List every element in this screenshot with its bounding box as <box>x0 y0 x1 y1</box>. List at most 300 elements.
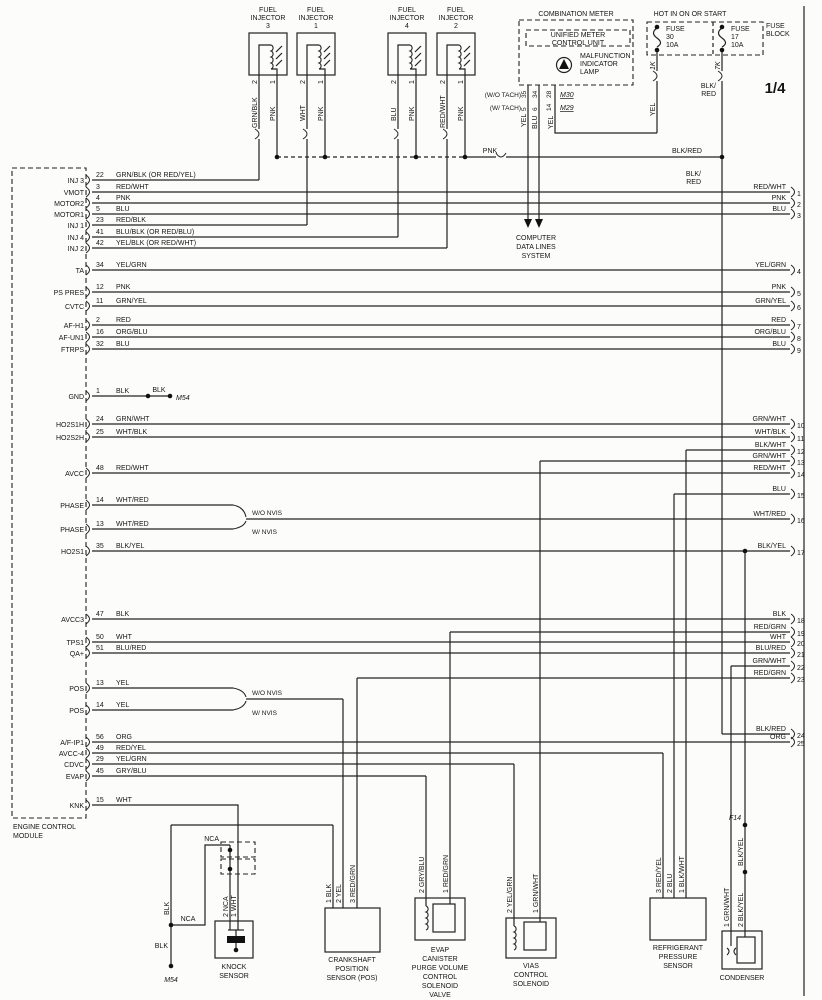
text-label: 50 <box>96 634 104 641</box>
dashed-box <box>12 168 86 818</box>
component-box <box>650 898 706 940</box>
component-box <box>524 922 546 950</box>
text-label: BLU <box>772 341 786 348</box>
junction-dot <box>169 923 174 928</box>
text-label: AF-UN1 <box>58 335 84 342</box>
symbol-path <box>727 948 729 955</box>
text-label: NCA <box>180 916 196 923</box>
text-label: INJECTOR <box>298 15 334 22</box>
text-label: 22 <box>797 665 805 672</box>
text-label: GRN/WHT <box>752 416 786 423</box>
text-label: BLK <box>154 943 168 950</box>
text-label: 14 <box>546 103 553 111</box>
text-label: SENSOR <box>219 973 249 980</box>
junction-dot <box>463 155 468 160</box>
pin-stub-icon <box>791 648 795 658</box>
coil-icon <box>426 906 428 930</box>
symbol-path <box>233 688 246 697</box>
text-label: 2 YEL <box>336 884 343 903</box>
wire <box>464 53 470 59</box>
pin-stub-icon <box>791 287 795 297</box>
text-label: 28 <box>546 90 553 98</box>
coil-icon <box>410 45 412 69</box>
text-label: RED/WHT <box>753 184 786 191</box>
fuse-icon <box>654 28 661 47</box>
junction-dot <box>743 823 748 828</box>
text-label: POS <box>69 708 84 715</box>
text-label: MODULE <box>13 833 43 840</box>
text-label: WHT <box>770 634 786 641</box>
wire <box>271 69 277 75</box>
text-label: FUSE <box>766 23 785 30</box>
wire <box>464 46 470 52</box>
text-label: M54 <box>164 977 178 984</box>
text-label: BLK/ <box>685 171 701 178</box>
text-label: 13 <box>96 680 104 687</box>
text-label: PNK <box>318 106 325 121</box>
text-label: 41 <box>96 229 104 236</box>
text-label: 2 <box>454 23 458 30</box>
text-label: UNIFIED METER <box>550 32 606 39</box>
text-label: INJ 3 <box>67 178 84 185</box>
text-label: 51 <box>96 645 104 652</box>
text-label: BLK <box>164 901 171 915</box>
text-label: 32 <box>96 341 104 348</box>
text-label: 2 YEL/GRN <box>507 876 514 913</box>
wire <box>447 45 459 75</box>
text-label: GRN/BLK <box>252 97 259 128</box>
text-label: 30 <box>666 34 674 41</box>
text-label: KNOCK <box>221 964 247 971</box>
wire <box>464 60 470 66</box>
coil-icon <box>459 45 461 69</box>
junction-dot <box>720 48 725 53</box>
text-label: PHASE <box>60 503 84 510</box>
knock-element <box>227 936 245 943</box>
text-label: CDVC <box>64 762 84 769</box>
text-label: YEL/GRN <box>116 756 147 763</box>
text-label: 1 GRN/WHT <box>724 887 731 927</box>
text-label: 22 <box>96 172 104 179</box>
text-label: ORG/BLU <box>116 329 148 336</box>
wire <box>319 69 325 75</box>
junction-dot <box>655 25 660 30</box>
text-label: DATA LINES <box>516 244 556 251</box>
symbol-path <box>233 521 246 529</box>
triangle-icon <box>559 59 569 69</box>
text-label: YEL <box>116 680 130 687</box>
text-label: CONTROL <box>513 972 549 979</box>
text-label: 24 <box>96 416 104 423</box>
text-label: 23 <box>96 217 104 224</box>
pin-stub-icon <box>791 265 795 275</box>
text-label: 12 <box>797 449 805 456</box>
text-label: 1 <box>96 388 100 395</box>
text-label: 13 <box>797 460 805 467</box>
text-label: W/O NVIS <box>252 510 282 517</box>
text-label: 2 <box>797 202 801 209</box>
text-label: BLU <box>532 115 539 129</box>
pin-stub-icon <box>791 627 795 637</box>
text-label: 10A <box>666 42 679 49</box>
text-label: VIAS <box>523 963 539 970</box>
text-label: 35 <box>521 90 528 98</box>
text-label: RED <box>771 317 786 324</box>
text-label: 6 <box>797 305 801 312</box>
text-label: HOT IN ON OR START <box>653 11 727 18</box>
text-label: 1 WHT <box>231 895 238 917</box>
text-label: KNK <box>69 803 84 810</box>
wire <box>324 46 330 52</box>
text-label: 29 <box>96 756 104 763</box>
junction-dot <box>146 394 151 399</box>
text-label: CANISTER <box>422 956 458 963</box>
text-label: 25 <box>96 429 104 436</box>
pin-stub-icon <box>791 445 795 455</box>
text-label: 1 BLK/WHT <box>679 856 686 893</box>
text-label: BLK/YEL <box>116 543 145 550</box>
text-label: 34 <box>96 262 104 269</box>
text-label: 14 <box>96 497 104 504</box>
text-label: FUSE <box>731 26 750 33</box>
junction-dot <box>168 394 173 399</box>
text-label: 14 <box>797 472 805 479</box>
pin-stub-icon <box>791 489 795 499</box>
text-label: 2 BLU <box>667 873 674 893</box>
pin-stub-icon <box>791 187 795 197</box>
text-label: RED/GRN <box>753 670 786 677</box>
text-label: SOLENOID <box>421 983 459 990</box>
pin-stub-icon <box>791 546 795 556</box>
text-label: POSITION <box>335 966 369 973</box>
junction-dot <box>414 155 419 160</box>
text-label: 1 <box>314 23 318 30</box>
text-label: GRN/YEL <box>755 298 786 305</box>
text-label: BLU <box>116 206 130 213</box>
text-label: 7K <box>715 61 722 70</box>
text-label: 34 <box>532 90 539 98</box>
text-label: 42 <box>96 240 104 247</box>
text-label: 2 <box>96 317 100 324</box>
text-label: 7 <box>797 324 801 331</box>
text-label: RED/WHT <box>440 95 447 128</box>
text-label: HO2S2H <box>55 435 84 442</box>
text-label: GRN/WHT <box>752 453 786 460</box>
text-label: GRN/BLK (OR RED/YEL) <box>116 172 196 179</box>
text-label: 47 <box>96 611 104 618</box>
text-label: RED/WHT <box>116 465 149 472</box>
text-label: BLK <box>116 388 130 395</box>
text-label: PNK <box>116 284 131 291</box>
text-label: MOTOR2 <box>54 201 84 208</box>
text-label: 16 <box>96 329 104 336</box>
text-label: YEL <box>548 115 555 129</box>
fuse-icon <box>719 28 726 47</box>
text-label: PS PRES <box>53 290 84 297</box>
text-label: YEL <box>521 113 528 127</box>
text-label: BLU/RED <box>116 645 147 652</box>
wire <box>415 60 421 66</box>
text-label: A/F-IP1 <box>60 740 84 747</box>
text-label: FUEL <box>398 7 416 14</box>
text-label: BLK <box>116 611 130 618</box>
wire <box>410 69 416 75</box>
text-label: 10A <box>731 42 744 49</box>
junction-dot <box>234 948 239 953</box>
text-label: 23 <box>797 677 805 684</box>
coil-icon <box>271 45 273 69</box>
text-label: F14 <box>728 815 741 822</box>
text-label: 11 <box>797 436 805 443</box>
arrow-icon <box>535 219 543 228</box>
pin-stub-icon <box>791 456 795 466</box>
wire <box>398 45 410 75</box>
text-label: W/ NVIS <box>252 529 277 536</box>
text-label: WHT/RED <box>116 497 149 504</box>
text-label: LAMP <box>580 69 600 76</box>
text-label: WHT/BLK <box>116 429 148 436</box>
text-label: CONDENSER <box>719 975 765 982</box>
text-label: 8 <box>797 336 801 343</box>
text-label: BLK <box>152 387 166 394</box>
junction-dot <box>743 549 748 554</box>
junction-dot <box>323 155 328 160</box>
text-label: WHT <box>116 797 132 804</box>
text-label: 5 <box>797 291 801 298</box>
pin-stub-icon <box>791 332 795 342</box>
text-label: 18 <box>797 618 805 625</box>
text-label: M30 <box>560 92 574 99</box>
coil-icon <box>514 926 516 950</box>
pin-stub-icon <box>791 301 795 311</box>
text-label: INJECTOR <box>438 15 474 22</box>
text-label: 2 BLK/YEL <box>738 892 745 927</box>
text-label: HO2S1H <box>55 422 84 429</box>
wire <box>276 60 282 66</box>
pin-stub-icon <box>791 614 795 624</box>
text-label: 9 <box>797 348 801 355</box>
junction-dot <box>743 870 748 875</box>
coil-icon <box>319 45 321 69</box>
text-label: RED <box>686 179 701 186</box>
text-label: PNK <box>771 195 786 202</box>
wire <box>307 45 319 75</box>
text-label: INJ 4 <box>67 235 84 242</box>
text-label: 1 <box>270 80 277 84</box>
text-label: INJ 1 <box>67 223 84 230</box>
junction-dot <box>655 48 660 53</box>
wire <box>276 53 282 59</box>
component-box <box>325 908 380 952</box>
text-label: BLK <box>772 611 786 618</box>
text-label: 5 <box>521 107 528 111</box>
pin-stub-icon <box>791 209 795 219</box>
text-label: PNK <box>270 106 277 121</box>
junction-dot <box>720 155 725 160</box>
wire <box>459 69 465 75</box>
text-label: RED/YEL <box>116 745 146 752</box>
pin-stub-icon <box>791 320 795 330</box>
text-label: ENGINE CONTROL <box>13 824 77 831</box>
text-label: INDICATOR <box>580 61 618 68</box>
text-label: M54 <box>176 395 190 402</box>
text-label: WHT/RED <box>116 521 149 528</box>
text-label: AVCC <box>65 471 84 478</box>
text-label: 12 <box>96 284 104 291</box>
text-label: COMPUTER <box>515 235 557 242</box>
text-label: YEL <box>650 102 657 116</box>
text-label: 15 <box>797 493 805 500</box>
text-label: VALVE <box>429 992 451 999</box>
text-label: BLOCK <box>766 31 790 38</box>
text-label: NCA <box>204 836 219 843</box>
text-label: ORG/BLU <box>754 329 786 336</box>
pin-stub-icon <box>791 673 795 683</box>
text-label: RED/WHT <box>753 465 786 472</box>
text-label: INJ 2 <box>67 246 84 253</box>
text-label: (W/ TACH) <box>489 105 521 112</box>
text-label: PURGE VOLUME <box>411 965 469 972</box>
text-label: WHT <box>116 634 132 641</box>
text-label: HO2S1 <box>61 549 84 556</box>
text-label: CONTROL UNIT <box>551 40 605 47</box>
text-label: PNK <box>116 195 131 202</box>
text-label: EVAP <box>430 947 450 954</box>
text-label: RED/BLK <box>116 217 146 224</box>
text-label: AVCC3 <box>61 617 84 624</box>
wire <box>415 53 421 59</box>
text-label: GRN/WHT <box>752 658 786 665</box>
text-label: TA <box>75 268 84 275</box>
text-label: PNK <box>771 284 786 291</box>
text-label: WHT <box>300 105 307 121</box>
text-label: 1 <box>458 80 465 84</box>
text-label: SOLENOID <box>512 981 550 988</box>
text-label: BLU/BLK (OR RED/BLU) <box>116 229 195 236</box>
text-label: CVTC <box>64 304 84 311</box>
text-label: YEL/BLK (OR RED/WHT) <box>116 240 197 247</box>
text-label: PNK <box>482 148 498 155</box>
text-label: 1 RED/GRN <box>443 854 450 893</box>
text-label: 1 <box>318 80 325 84</box>
wire <box>259 45 271 75</box>
text-label: 4 <box>797 269 801 276</box>
text-label: 1K <box>650 61 657 70</box>
text-label: RED <box>116 317 131 324</box>
text-label: MOTOR1 <box>54 212 84 219</box>
text-label: M29 <box>560 105 574 112</box>
text-label: INJECTOR <box>389 15 425 22</box>
text-label: 4 <box>96 195 100 202</box>
symbol-path <box>233 505 246 517</box>
text-label: WHT/BLK <box>754 429 786 436</box>
text-label: REFRIGERANT <box>652 945 704 952</box>
text-label: SENSOR (POS) <box>326 975 378 982</box>
text-label: 2 <box>391 80 398 84</box>
text-label: BLU <box>116 341 130 348</box>
text-label: FTRPS <box>61 347 84 354</box>
text-label: 48 <box>96 465 104 472</box>
text-label: 1 GRN/WHT <box>533 873 540 913</box>
text-label: QA+ <box>69 651 84 658</box>
text-label: AVCC-4 <box>58 751 84 758</box>
text-label: 2 NCA <box>223 896 230 917</box>
text-label: AF-H1 <box>63 323 84 330</box>
text-label: 20 <box>797 641 805 648</box>
text-label: 11 <box>96 298 104 305</box>
pin-stub-icon <box>791 637 795 647</box>
text-label: 49 <box>96 745 104 752</box>
text-label: ORG <box>116 734 132 741</box>
text-label: 15 <box>96 797 104 804</box>
text-label: 1/4 <box>764 80 786 97</box>
text-label: PNK <box>409 106 416 121</box>
text-label: BLU <box>772 206 786 213</box>
text-label: 1 BLK <box>326 883 333 903</box>
pin-stub-icon <box>791 419 795 429</box>
text-label: GRN/YEL <box>116 298 147 305</box>
pin-stub-icon <box>791 661 795 671</box>
text-label: 2 <box>440 80 447 84</box>
junction-dot <box>228 867 233 872</box>
text-label: FUSE <box>666 26 685 33</box>
text-label: 1 <box>409 80 416 84</box>
text-label: FUEL <box>447 7 465 14</box>
text-label: FUEL <box>307 7 325 14</box>
text-label: MALFUNCTION <box>580 53 631 60</box>
text-label: POS <box>69 686 84 693</box>
pin-stub-icon <box>791 432 795 442</box>
text-label: PHASE <box>60 527 84 534</box>
text-label: YEL <box>116 702 130 709</box>
pin-stub-icon <box>791 514 795 524</box>
text-label: BLK/YEL <box>738 837 745 866</box>
text-label: 2 GRY/BLU <box>419 856 426 893</box>
symbol-path <box>734 948 736 955</box>
text-label: BLK/YEL <box>757 543 786 550</box>
text-label: W/ NVIS <box>252 710 277 717</box>
text-label: SENSOR <box>663 963 693 970</box>
text-label: 21 <box>797 652 805 659</box>
text-label: RED/GRN <box>753 624 786 631</box>
text-label: WHT/RED <box>753 511 786 518</box>
junction-dot <box>169 964 174 969</box>
text-label: GND <box>68 394 84 401</box>
text-label: 45 <box>96 768 104 775</box>
text-label: VMOT <box>63 190 84 197</box>
text-label: GRY/BLU <box>116 768 147 775</box>
text-label: 17 <box>797 550 805 557</box>
component-box <box>433 904 455 932</box>
text-label: RED <box>701 91 716 98</box>
junction-dot <box>228 848 233 853</box>
text-label: (W/O TACH) <box>484 92 521 99</box>
text-label: 14 <box>96 702 104 709</box>
component-box <box>737 937 755 963</box>
text-label: PRESSURE <box>658 954 698 961</box>
text-label: 6 <box>532 107 539 111</box>
text-label: BLK/ <box>700 83 716 90</box>
text-label: 35 <box>96 543 104 550</box>
text-label: ORG <box>770 734 786 741</box>
text-label: BLK/RED <box>672 148 702 155</box>
text-label: RED/WHT <box>116 184 149 191</box>
text-label: SYSTEM <box>521 253 551 260</box>
text-label: INJECTOR <box>250 15 286 22</box>
text-label: 13 <box>96 521 104 528</box>
text-label: 25 <box>797 741 805 748</box>
text-label: 19 <box>797 631 805 638</box>
